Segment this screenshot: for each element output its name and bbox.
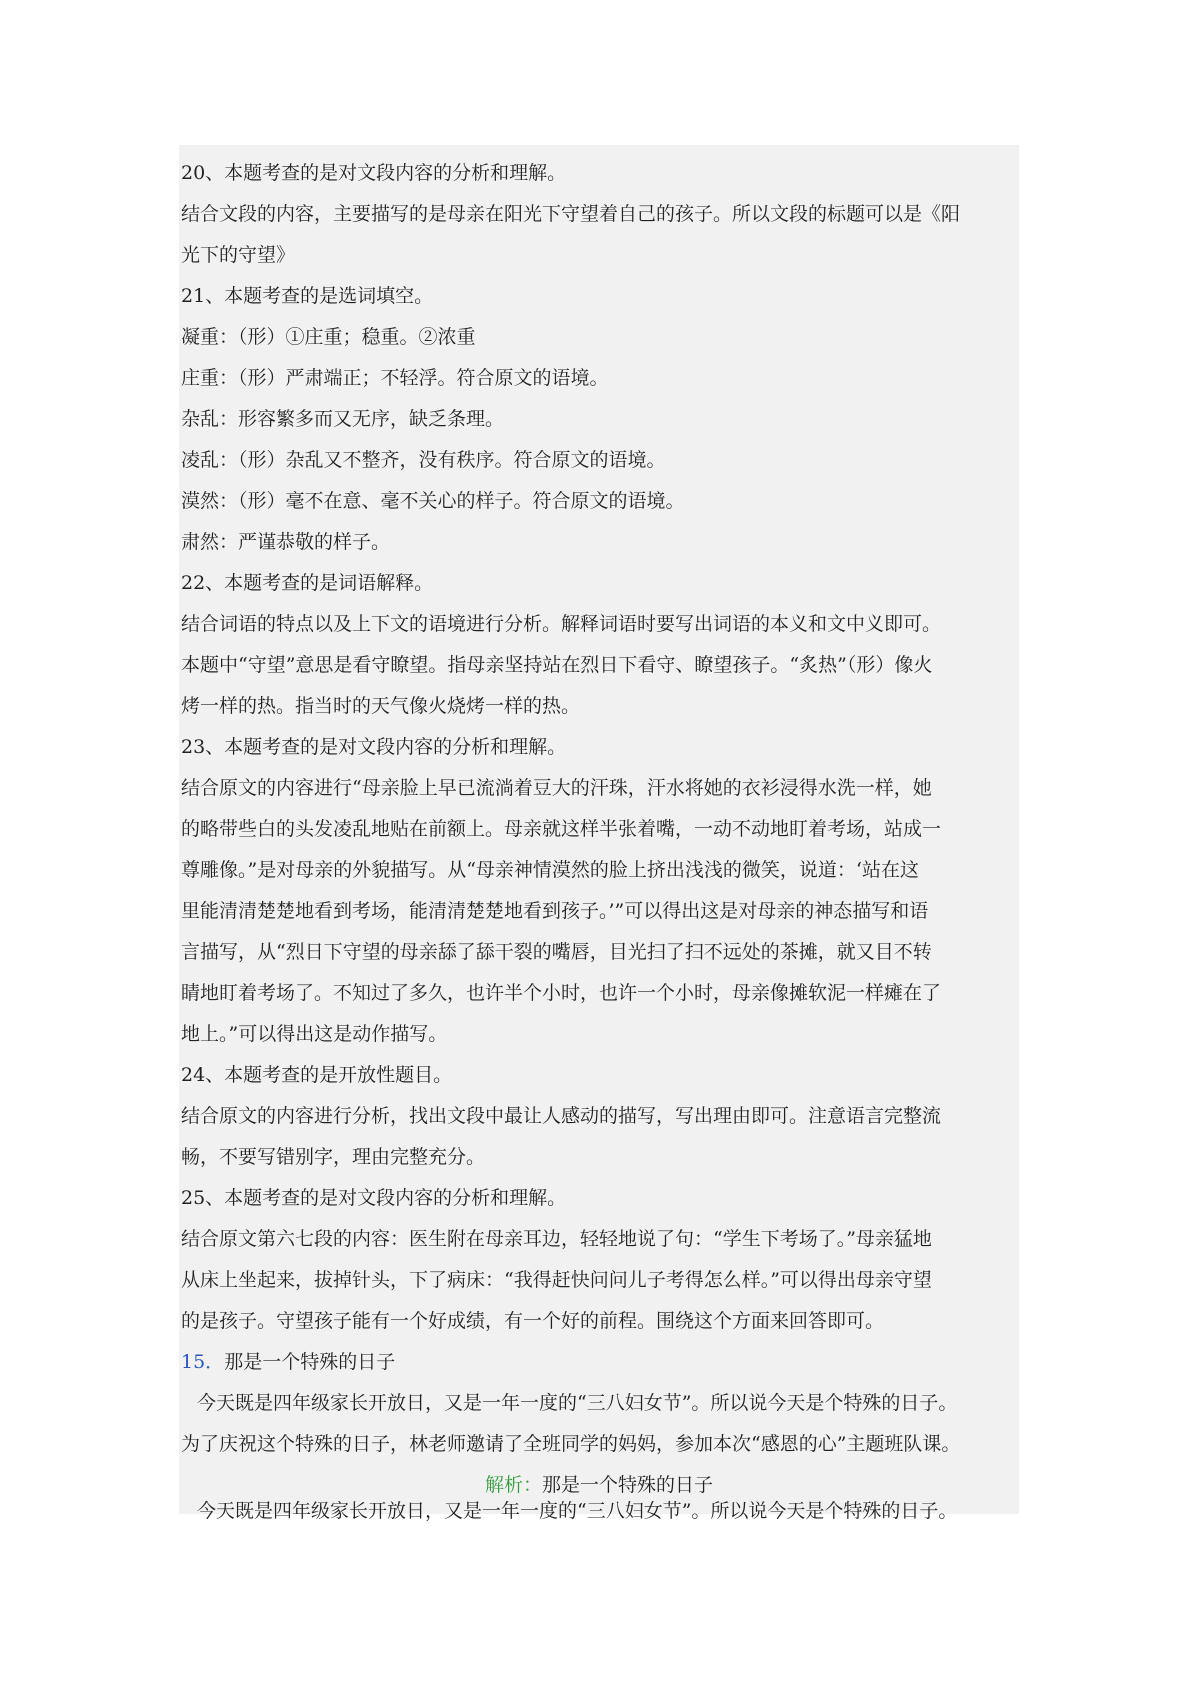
text-line: 结合文段的内容，主要描写的是母亲在阳光下守望着自己的孩子。所以文段的标题可以是《阳 — [181, 203, 961, 225]
text-line: 里能清清楚楚地看到考场，能清清楚楚地看到孩子。’”可以得出这是对母亲的神态描写和语 — [181, 900, 929, 922]
text-line: 结合原文的内容进行“母亲脸上早已流淌着豆大的汗珠，汗水将她的衣衫浸得水洗一样，她 — [181, 777, 932, 799]
text-line: 24、本题考查的是开放性题目。 — [181, 1064, 453, 1086]
text-line: 尊雕像。”是对母亲的外貌描写。从“母亲神情漠然的脸上挤出浅浅的微笑，说道：‘站在这 — [181, 859, 919, 881]
analysis-label: 解析： — [484, 1474, 542, 1496]
text-line: 结合原文的内容进行分析，找出文段中最让人感动的描写，写出理由即可。注意语言完整流 — [181, 1105, 942, 1127]
text-line: 漠然：（形）毫不在意、毫不关心的样子。符合原文的语境。 — [181, 490, 685, 512]
text-line: 23、本题考查的是对文段内容的分析和理解。 — [181, 736, 567, 758]
text-line: 结合原文第六七段的内容：医生附在母亲耳边，轻轻地说了句：“学生下考场了。”母亲猛地 — [181, 1228, 932, 1250]
text-line: 本题中“守望”意思是看守瞭望。指母亲坚持站在烈日下看守、瞭望孩子。“炙热”（形）像火 — [181, 654, 933, 676]
question-title: 那是一个特殊的日子 — [224, 1351, 396, 1373]
text-line: 的略带些白的头发凌乱地贴在前额上。母亲就这样半张着嘴，一动不动地盯着考场，站成一 — [181, 818, 942, 840]
answer-shaded-block — [179, 145, 1019, 1514]
text-line: 的是孩子。守望孩子能有一个好成绩，有一个好的前程。围绕这个方面来回答即可。 — [181, 1310, 885, 1332]
text-line: 21、本题考查的是选词填空。 — [181, 285, 434, 307]
text-line: 杂乱：形容繁多而又无序，缺乏条理。 — [181, 408, 505, 430]
text-line: 肃然：严谨恭敬的样子。 — [181, 531, 391, 553]
question-15-heading — [179, 1342, 1019, 1383]
question-paragraph: 今天既是四年级家长开放日，又是一年一度的“三八妇女节”。所以说今天是个特殊的日子。 — [197, 1392, 958, 1414]
analysis-title: 那是一个特殊的日子 — [542, 1474, 714, 1496]
text-line: 烤一样的热。指当时的天气像火烧烤一样的热。 — [181, 695, 581, 717]
text-line: 光下的守望》 — [181, 244, 296, 266]
question-number: 15． — [181, 1351, 225, 1373]
text-line: 22、本题考查的是词语解释。 — [181, 572, 434, 594]
text-line: 睛地盯着考场了。不知过了多久，也许半个小时，也许一个小时，母亲像摊软泥一样瘫在了 — [181, 982, 942, 1004]
text-line: 庄重：（形）严肃端正；不轻浮。符合原文的语境。 — [181, 367, 609, 389]
text-line: 25、本题考查的是对文段内容的分析和理解。 — [181, 1187, 567, 1209]
text-line: 凝重：（形）①庄重；稳重。②浓重 — [181, 326, 476, 348]
text-line: 畅，不要写错别字，理由完整充分。 — [181, 1146, 486, 1168]
text-line: 20、本题考查的是对文段内容的分析和理解。 — [181, 162, 567, 184]
text-line: 地上。”可以得出这是动作描写。 — [181, 1023, 448, 1045]
question-paragraph: 为了庆祝这个特殊的日子，林老师邀请了全班同学的妈妈，参加本次“感恩的心”主题班队课。 — [181, 1433, 961, 1455]
text-line: 凌乱：（形）杂乱又不整齐，没有秩序。符合原文的语境。 — [181, 449, 666, 471]
text-line: 从床上坐起来，拔掉针头，下了病床：“我得赶快问问儿子考得怎么样。”可以得出母亲守望 — [181, 1269, 932, 1291]
text-line: 结合词语的特点以及上下文的语境进行分析。解释词语时要写出词语的本义和文中义即可。 — [181, 613, 942, 635]
analysis-paragraph: 今天既是四年级家长开放日，又是一年一度的“三八妇女节”。所以说今天是个特殊的日子。 — [197, 1500, 958, 1522]
analysis-body — [179, 1491, 1019, 1532]
text-line: 言描写，从“烈日下守望的母亲舔了舔干裂的嘴唇，目光扫了扫不远处的茶摊，就又目不转 — [181, 941, 932, 963]
